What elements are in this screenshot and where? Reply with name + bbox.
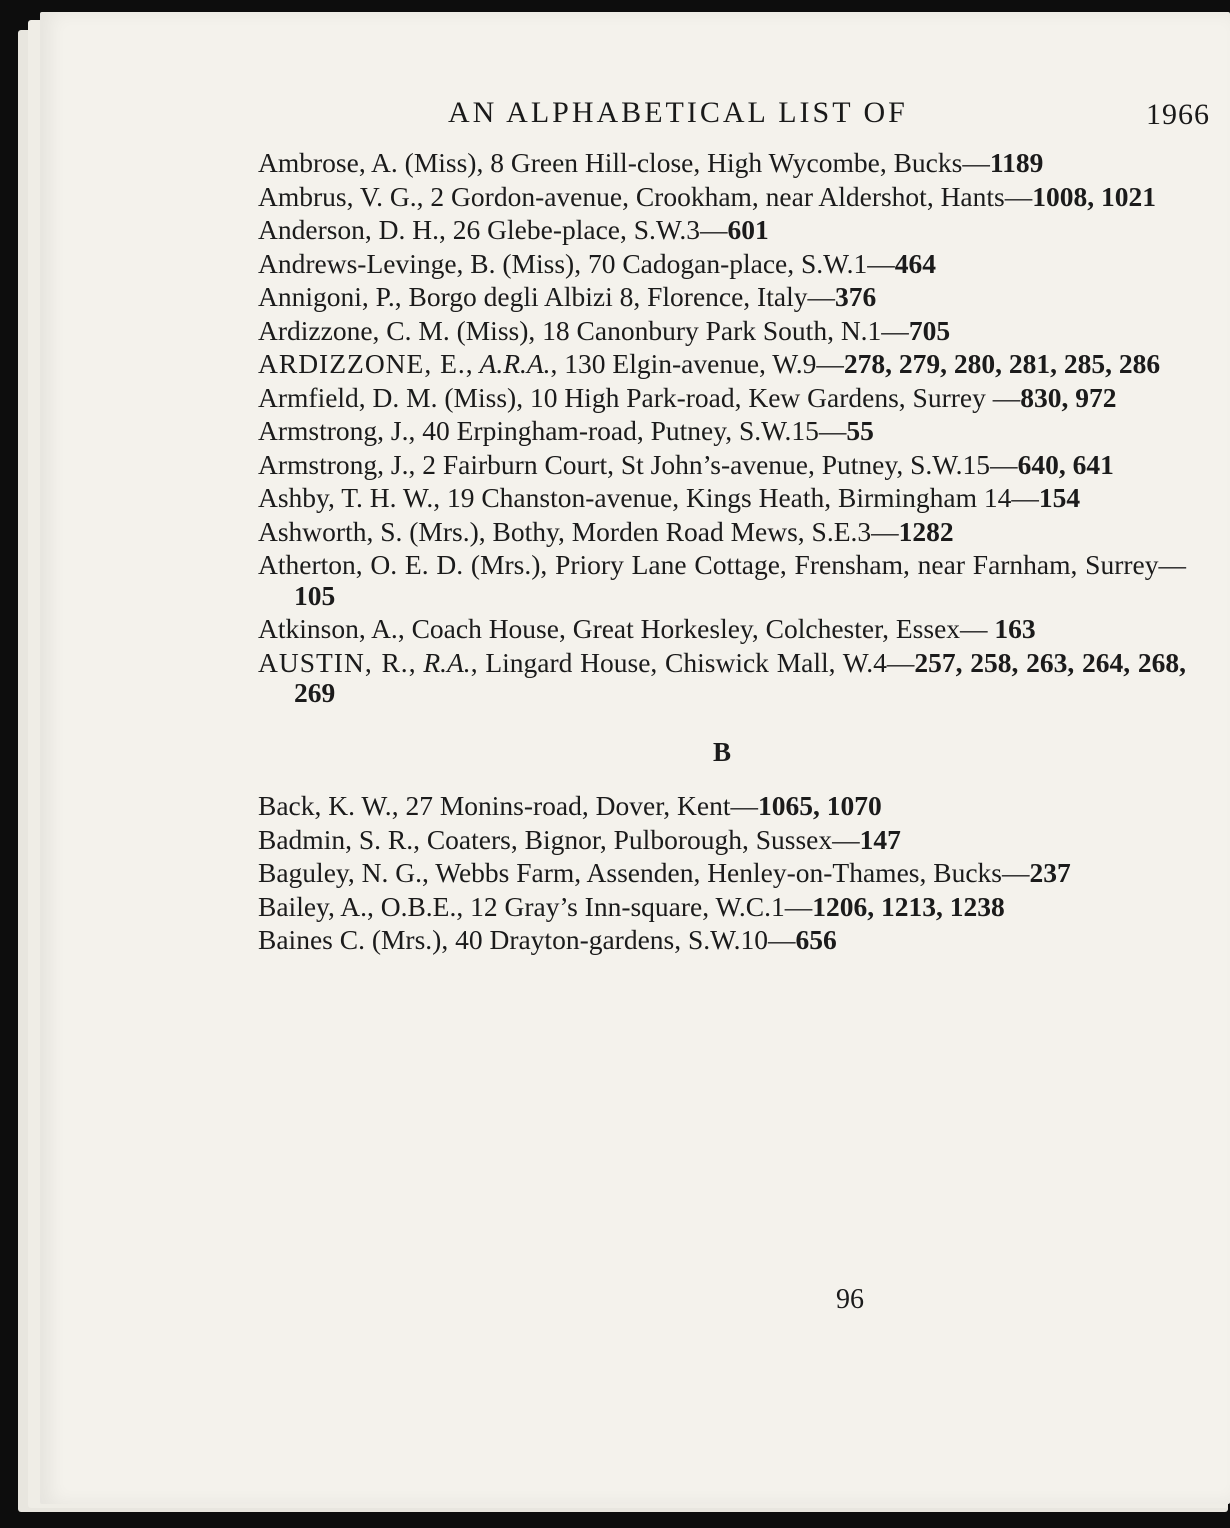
entry-name: Annigoni, P. — [258, 281, 395, 312]
entry-catalogue-numbers: 163 — [994, 613, 1036, 644]
entry-name: AUSTIN, R. — [258, 646, 409, 678]
list-entry — [258, 614, 1186, 645]
entry-catalogue-numbers: 237 — [1029, 857, 1071, 888]
list-entry — [258, 182, 1186, 213]
entry-catalogue-numbers: 1206, 1213, 1238 — [812, 890, 1005, 922]
entry-honours: R.A. — [423, 646, 471, 678]
entry-address: , 130 Elgin-avenue, W.9— — [550, 348, 844, 379]
entry-catalogue-numbers: 376 — [834, 281, 877, 312]
entry-address: , Borgo degli Albizi 8, Florence, Italy— — [394, 281, 835, 312]
list-entry — [258, 450, 1186, 481]
entry-catalogue-numbers: 257, 258, 263, 264, 268, 269 — [294, 646, 1186, 708]
entry-name: Armfield, D. M. (Miss) — [258, 381, 517, 413]
list-entry — [258, 483, 1186, 514]
entry-name: Ashworth, S. (Mrs.) — [258, 515, 479, 547]
section-letter: B — [712, 736, 731, 767]
entry-address: , 10 High Park-road, Kew Gardens, Surrey — — [516, 381, 1021, 413]
entry-name: Atherton, O. E. D. (Mrs.) — [258, 549, 541, 580]
list-entry — [258, 858, 1186, 889]
list-entry: AUSTIN, R., R.A., Lingard House, Chiswick Mall, W.4—257, 258, 263, 264, 268, 269 — [258, 646, 1186, 708]
exhibitor-list — [258, 148, 1186, 959]
entry-address: , Webbs Farm, Assenden, Henley-on-Thames, Bucks— — [421, 857, 1030, 888]
list-entry: ARDIZZONE, E., A.R.A., 130 Elgin-avenue, W.9—278, 279, 280, 281, 285, 286 — [258, 348, 1161, 379]
entry-catalogue-numbers: 705 — [908, 314, 951, 346]
entry-address: , 40 Erpingham-road, Putney, S.W.15— — [408, 415, 847, 446]
entry-address: , 12 Gray’s Inn-square, W.C.1— — [456, 890, 813, 922]
entry-address: , 2 Gordon-avenue, Crookham, near Aldershot, Hants— — [416, 180, 1033, 212]
entry-name: Back, K. W. — [258, 790, 392, 821]
entry-address: , 18 Canonbury Park South, N.1— — [528, 314, 909, 346]
entry-name: Anderson, D. H. — [258, 214, 440, 245]
list-entry — [258, 249, 1186, 280]
entry-name: Armstrong, J. — [258, 415, 409, 446]
list-entry — [258, 416, 1186, 447]
list-entry — [258, 282, 1186, 313]
page-number: 96 — [836, 1284, 864, 1315]
entry-catalogue-numbers: 640, 641 — [1017, 448, 1114, 480]
entry-catalogue-numbers: 278, 279, 280, 281, 285, 286 — [843, 348, 1161, 379]
entry-name: Atkinson, A. — [258, 613, 398, 644]
entries-section-a — [258, 148, 1186, 709]
header-year: 1966 — [1146, 98, 1210, 131]
entry-catalogue-numbers: 656 — [795, 924, 837, 955]
entry-catalogue-numbers: 154 — [1038, 482, 1081, 513]
list-entry — [258, 925, 1186, 956]
entry-catalogue-numbers: 464 — [894, 247, 936, 279]
entry-name: Ardizzone, C. M. (Miss) — [258, 314, 529, 346]
entry-catalogue-numbers: 1008, 1021 — [1032, 180, 1156, 212]
entry-address: , 8 Green Hill-close, High Wycombe, Bucks— — [476, 147, 990, 178]
entry-address: , 27 Monins-road, Dover, Kent— — [391, 790, 758, 821]
list-entry — [258, 383, 1186, 414]
entry-name: ARDIZZONE, E. — [258, 348, 466, 379]
entry-name: Bailey, A., O.B.E. — [258, 890, 457, 922]
list-entry — [258, 791, 1186, 822]
entry-address: , 19 Chanston-avenue, Kings Heath, Birmingham 14— — [433, 482, 1039, 513]
entry-name: Baguley, N. G. — [258, 857, 422, 888]
entry-address: , 26 Glebe-place, S.W.3— — [439, 214, 728, 245]
entry-catalogue-numbers: 55 — [846, 415, 874, 446]
list-entry — [258, 316, 1186, 347]
list-entry — [258, 148, 1186, 179]
entry-address: , Bothy, Morden Road Mews, S.E.3— — [478, 515, 899, 547]
entry-name: Badmin, S. R. — [258, 823, 414, 855]
entry-catalogue-numbers: 1189 — [989, 147, 1044, 178]
entry-catalogue-numbers: 830, 972 — [1020, 381, 1117, 413]
entry-catalogue-numbers: 1282 — [898, 515, 954, 547]
entry-address: , 40 Drayton-gardens, S.W.10— — [441, 924, 796, 955]
entry-name: Ashby, T. H. W. — [258, 482, 434, 513]
entry-catalogue-numbers: 1065, 1070 — [757, 790, 882, 821]
entry-name: Ambrus, V. G. — [258, 180, 417, 212]
entry-address: , Coach House, Great Horkesley, Colchester, Essex— — [397, 613, 995, 644]
entry-catalogue-numbers: 105 — [294, 579, 336, 611]
entry-address: , Priory Lane Cottage, Frensham, near Farnham, Surrey— — [540, 549, 1186, 580]
entry-address: , Coaters, Bignor, Pulborough, Sussex— — [413, 823, 860, 855]
entry-address: , Lingard House, Chiswick Mall, W.4— — [470, 646, 915, 678]
list-entry — [258, 215, 1186, 246]
entry-name: Baines C. (Mrs.) — [258, 924, 442, 955]
entries-section-b — [258, 791, 1186, 956]
list-entry — [258, 550, 1186, 611]
list-entry — [258, 517, 1186, 548]
entry-address: , 2 Fairburn Court, St John’s-avenue, Putney, S.W.15— — [408, 448, 1018, 480]
entry-name: Ambrose, A. (Miss) — [258, 147, 477, 178]
entry-catalogue-numbers: 147 — [859, 823, 901, 855]
entry-catalogue-numbers: 601 — [727, 214, 769, 245]
list-entry — [258, 825, 1186, 856]
entry-honours: A.R.A. — [479, 348, 551, 379]
entry-name: Andrews-Levinge, B. (Miss) — [258, 247, 575, 279]
header-title: AN ALPHABETICAL LIST OF — [448, 96, 908, 129]
entry-name: Armstrong, J. — [258, 448, 409, 480]
entry-address: , 70 Cadogan-place, S.W.1— — [574, 247, 895, 279]
list-entry — [258, 892, 1186, 923]
